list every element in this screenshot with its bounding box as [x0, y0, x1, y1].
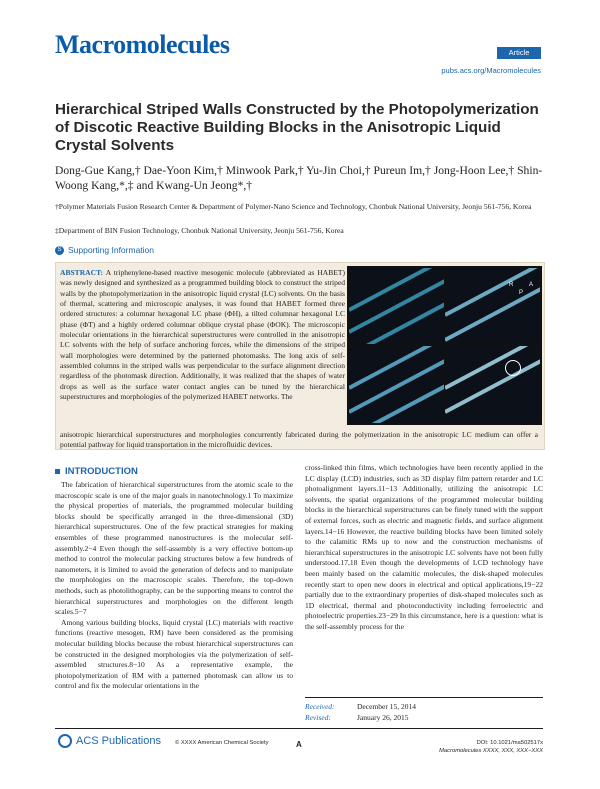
toc-label-r: R — [509, 282, 514, 288]
affiliation-1: †Polymer Materials Fusion Research Center & Department of Polymer-Nano Science and Technology, Chonbuk National University, Jeonju 561-756, Korea — [55, 202, 532, 211]
section-square-icon — [55, 469, 60, 474]
intro-paragraph-1: The fabrication of hierarchical superstructures from the atomic scale to the macroscopic scale is one of the major goals in nanotechnology.1 To maximize the physical properties of materials, the programmed molecular building blocks should be specifically arranged in the three-dimensional (3D) hierarchical superstructures. One of the few practical strategies for making ensembles of these programmed nanostructures is the molecular self-assembly.2−4 Even though the self-assembly is a very effective bottom-up method to control the molecular packing structures below a few hundreds of nanometers, it is limited to avoid the generation of defects and to manipulate the morphologies on the macroscopic scales. Therefore, the top-down methods, such as photolithography, can be the supporting means to control the hierarchical superstructures and morphologies on the different length scales.5−7 — [55, 480, 293, 617]
introduction-heading — [55, 466, 138, 477]
supporting-info-link[interactable] — [55, 245, 154, 255]
abstract-text-continued: anisotropic hierarchical superstructures and morphologies concurrently fabricated during the polymerization in the anisotropic LC medium can offer a potential pathway for liquid transportation in the microfluidic devices. — [60, 430, 538, 450]
supporting-info-label: Supporting Information — [68, 245, 154, 255]
micrograph-panel-2 — [445, 268, 540, 344]
publisher-name: ACS Publications — [76, 735, 161, 747]
footer-divider — [55, 728, 543, 729]
micrograph-panel-4 — [445, 346, 540, 423]
supporting-info-icon: S — [55, 246, 64, 255]
acs-logo-icon — [58, 734, 72, 748]
toc-label-a: A — [529, 282, 534, 288]
affiliation-2: ‡Department of BIN Fusion Technology, Chonbuk National University, Jeonju 561-756, Korea — [55, 226, 344, 235]
received-label: Received: — [305, 702, 335, 711]
journal-title: Macromolecules — [55, 30, 230, 59]
copyright-notice: © XXXX American Chemical Society — [175, 740, 269, 746]
author-list: Dong-Gue Kang,† Dae-Yoon Kim,† Minwook Park,† Yu-Jin Choi,† Pureun Im,† Jong-Hoon Lee,† Shin-Woong Kang,*,‡ and Kwang-Un Jeong*,† — [55, 164, 543, 192]
revised-value: January 26, 2015 — [357, 713, 409, 722]
toc-graphic — [347, 266, 542, 425]
intro-right-column — [305, 463, 543, 633]
acs-publications-logo[interactable] — [58, 734, 161, 748]
abstract-body: A triphenylene-based reactive mesogenic molecule (abbreviated as HABET) was newly designed and synthesized as a programmed building block to construct the striped walls by the photopolymerization in the anisotropic liquid crystal (LC) solvents. On the basis of thermal, scattering and microscopic analyses, it was found that HABET formed three ordered structures: a columnar hexagonal LC phase (ΦH), a tilted columnar hexagonal LC phase (ΦT) and a highly ordered columnar oblique crystal phase (ΦOK). The microscopic molecular orientations in the hierarchical superstructures were controlled in the anisotropic LC solvents with the help of surface anchoring forces, while the dimensions of the striped wall morphologies were determined by the patterned photomasks. The long axis of self-assembled columns in the striped walls was perpendicular to the surface alignment direction regardless of the photomask direction. Additionally, it was realized that the shapes of water drops as well as the surface water contact angles can be tuned by the hierarchical superstructures and morphologies of the polymerized HABET networks. The — [60, 268, 345, 402]
revised-label: Revised: — [305, 713, 331, 722]
abstract-text — [60, 268, 345, 402]
paper-title: Hierarchical Striped Walls Constructed by the Photopolymerization of Discotic Reactive Building Blocks in the Anisotropic Liquid Crystal Solvents — [55, 101, 539, 154]
doi[interactable]: DOI: 10.1021/ma502517x — [476, 740, 543, 746]
abstract-box — [55, 262, 545, 450]
toc-label-p: P — [519, 290, 524, 296]
micrograph-panel-1 — [349, 268, 444, 344]
revised-date — [305, 712, 416, 723]
page-number: A — [296, 740, 302, 749]
intro-paragraph-3: cross-linked thin films, which technologies have been recently applied in the LC display (LCD) industries, such as 3D display film pattern retarder and LC photoalignment layers.11−13 Additionally, utilizing the anisotropic LC solvents, the spatial organizations of the programmed molecular building blocks in the hierarchical superstructures can be finely tuned with the support of external forces, such as electric and magnetic fields, and surface alignment layers.14−16 However, the reactive building blocks have been limited solely to the calamitic RMs up to now and the construction mechanisms of hierarchical superstructures in the anisotropic LC solvents have not been fully understood.17,18 Even though the developments of LCD technology have been mainly based on the calamitic molecules, the disk-shaped molecules recently start to open new doors in electrical and optical applications,19−22 partially due to the extraordinary properties of disk-shaped molecules such as 1D electrical, thermal and photoconductivity including ferroelectric and photoelectric properties.23−29 In this circumstance, here is a question: what is the self-assembly process for the — [305, 463, 543, 631]
citation: Macromolecules XXXX, XXX, XXX−XXX — [439, 748, 543, 754]
water-drop-marker — [505, 360, 521, 376]
abstract-label: ABSTRACT: — [60, 268, 104, 277]
micrograph-panel-3 — [349, 346, 444, 423]
received-date — [305, 701, 416, 712]
article-type-badge: Article — [497, 47, 541, 59]
journal-url[interactable]: pubs.acs.org/Macromolecules — [441, 66, 541, 75]
intro-paragraph-2: Among various building blocks, liquid crystal (LC) materials with reactive functions (reactive mesogen, RM) have been considered as the promising molecular building blocks because the robust hierarchical superstructures can be constructed in the designed morphologies via the polymerization of self-assembled structures.8−10 As a representative example, the photopolymerization of RM with a patterned photomask can allow us to control and fix the molecular orientations in the — [55, 617, 293, 691]
introduction-heading-text: INTRODUCTION — [65, 466, 138, 477]
publication-dates — [305, 701, 416, 723]
dates-divider — [305, 697, 543, 698]
received-value: December 15, 2014 — [357, 702, 416, 711]
intro-left-column — [55, 480, 293, 692]
